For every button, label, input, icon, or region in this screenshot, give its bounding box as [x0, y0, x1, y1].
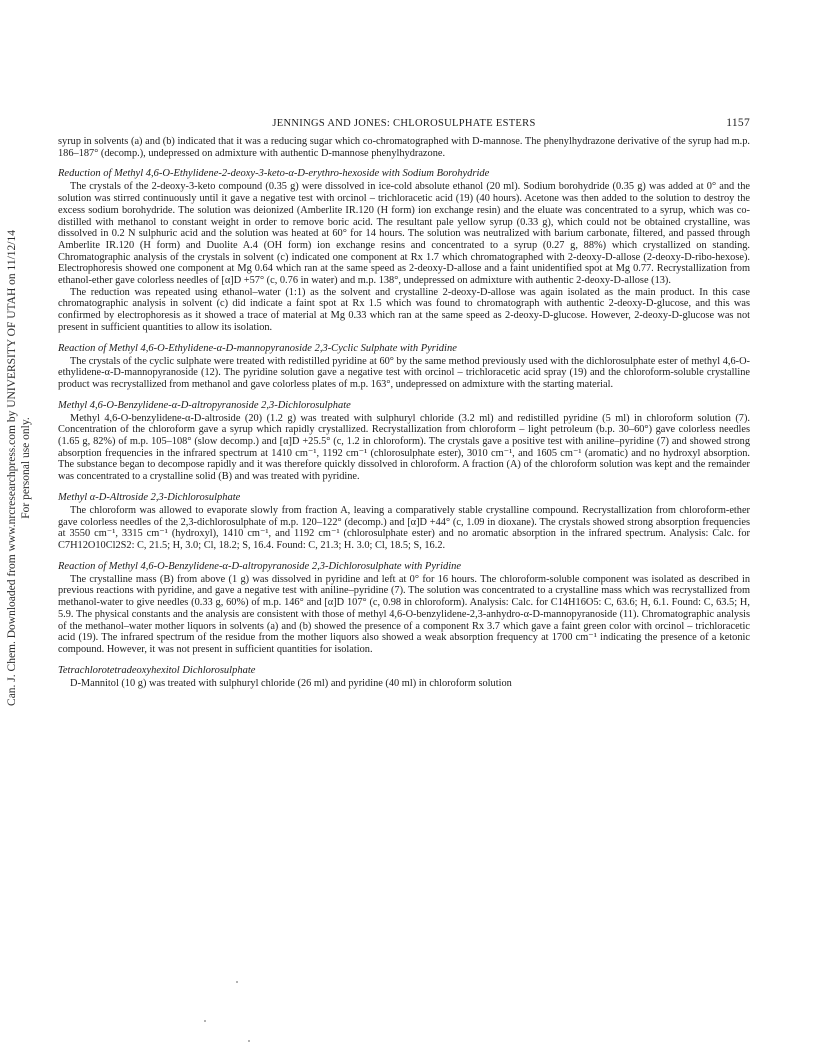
page-header — [58, 118, 750, 134]
body-paragraph: The crystals of the cyclic sulphate were treated with redistilled pyridine at 60° by the same method previously used with the dichlorosulphate ester of methyl 4,6-O-ethylidene-α-D-mannopyranoside (12). The pyridine solution gave a negative test with orcinol – trichloracetic acid spray (19) and the chloroform-soluble crystalline product was recrystallized from methanol and gave colorless plates of m.p. 163°, undepressed on admixture with the starting material. — [58, 355, 750, 390]
download-notice-line: Can. J. Chem. Downloaded from www.nrcresearchpress.com by UNIVERSITY OF UTAH on 11/12/14 — [6, 230, 18, 706]
body-paragraph: D-Mannitol (10 g) was treated with sulphuryl chloride (26 ml) and pyridine (40 ml) in chloroform solution — [70, 677, 512, 689]
scan-speck — [248, 1040, 250, 1042]
section-heading: Tetrachlorotetradeoxyhexitol Dichlorosulphate — [58, 664, 256, 676]
running-head: JENNINGS AND JONES: CHLOROSULPHATE ESTERS — [272, 118, 536, 129]
scan-speck — [236, 981, 238, 983]
section-heading: Reaction of Methyl 4,6-O-Benzylidene-α-D-altropyranoside 2,3-Dichlorosulphate with Pyridine — [58, 560, 462, 572]
article-body — [58, 136, 750, 689]
section-heading: Methyl 4,6-O-Benzylidene-α-D-altropyranoside 2,3-Dichlorosulphate — [58, 399, 351, 411]
page-number: 1157 — [726, 117, 750, 129]
opening-paragraph: syrup in solvents (a) and (b) indicated that it was a reducing sugar which co-chromatographed with D-mannose. The phenylhydrazone derivative of the syrup had m.p. 186–187° (decomp.), undepressed on admixture with authentic D-mannose phenylhydrazone. — [58, 136, 750, 159]
body-paragraph: The crystalline mass (B) from above (1 g) was dissolved in pyridine and left at 0° for 16 hours. The chloroform-soluble component was isolated as described in previous reactions with pyridine, and gave a negative test with aniline–pyridine (7). The solution was concentrated to a crystalline mass which was recrystallized from methanol-water to give needles (0.33 g, 60%) of m.p. 146° and [α]D 107° (c, 0.98 in chloroform). Analysis: Calc. for C14H16O5: C, 63.6; H, 6.1. Found: C, 63.5; H, 5.9. The physical constants and the analysis are consistent with those of methyl 4,6-O-benzylidene-2,3-anhydro-α-D-mannopyranoside (11). Chromatographic analysis of the methanol–water mother liquors in solvents (a) and (b) showed the presence of a component Rx 3.7 which gave a faint green color with orcinol – trichloracetic acid (19). The infrared spectrum of the residue from the mother liquors also showed a weak absorption frequency at 1700 cm⁻¹ indicating the presence of a ketonic compound. However, it was not present in sufficient quantities for isolation. — [58, 573, 750, 655]
section-heading: Methyl α-D-Altroside 2,3-Dichlorosulphate — [58, 491, 241, 503]
download-notice-sidebar — [2, 168, 36, 768]
download-notice — [5, 230, 33, 706]
section-heading: Reaction of Methyl 4,6-O-Ethylidene-α-D-mannopyranoside 2,3-Cyclic Sulphate with Pyridine — [58, 342, 457, 354]
scan-speck — [204, 1020, 206, 1022]
body-paragraph: The reduction was repeated using ethanol–water (1:1) as the solvent and crystalline 2-deoxy-D-allose was again isolated as the main product. In this case chromatographic analysis in solvent (c) did indicate a faint spot at Rx 1.5 which was found to chromatograph with authentic 2-deoxy-D-glucose, and this was confirmed by electrophoresis as it showed a trace of material at Mg 0.33 which ran at the same speed as 2-deoxy-D-glucose. However, 2-deoxy-D-glucose was not present in sufficient quantities to allow its isolation. — [58, 286, 750, 333]
section-heading: Reduction of Methyl 4,6-O-Ethylidene-2-deoxy-3-keto-α-D-erythro-hexoside with Sodium Borohydride — [58, 168, 490, 180]
download-notice-line: For personal use only. — [20, 417, 32, 519]
body-paragraph: Methyl 4,6-O-benzylidene-α-D-altroside (20) (1.2 g) was treated with sulphuryl chloride (3.2 ml) and redistilled pyridine (5 ml) in chloroform solution (7). Concentration of the chloroform gave a syrup which rapidly crystallized. Recrystallization from chloroform – light petroleum (b.p. 30–60°) gave colorless needles (1.65 g, 82%) of m.p. 105–108° (slow decomp.) and [α]D +25.5° (c, 1.2 in chloroform). The crystals gave a positive test with aniline–pyridine (7) and showed strong absorption frequencies in the infrared spectrum at 1410 cm⁻¹, 1192 cm⁻¹ (chlorosulphate ester), 3010 cm⁻¹, and 1605 cm⁻¹ (aromatic) and no hydroxyl absorption. The substance began to decompose rapidly and it was therefore quickly dissolved in chloroform. A fraction (A) of the chloroform solution was kept and the remainder was concentrated to a crystalline solid (B) and was treated with pyridine. — [58, 412, 750, 483]
body-paragraph: The crystals of the 2-deoxy-3-keto compound (0.35 g) were dissolved in ice-cold absolute ethanol (20 ml). Sodium borohydride (0.35 g) was added at 0° and the solution was stirred continuously until it gave a negative test with orcinol – trichloracetic acid (19) (40 hours). Acetone was then added to the solution to destroy the excess sodium borohydride. The solution was deionized (Amberlite IR.120 (H form) ion exchange resin) and the eluate was concentrated to a syrup, which was co-distilled with methanol to constant weight in order to remove boric acid. The resultant pale yellow syrup (0.33 g), which could not be obtained crystalline, was dissolved in 0.2 N sulphuric acid and the solution was heated at 60° for 14 hours. The solution was neutralized with barium carbonate, filtered, and passed through Amberlite IR.120 (H form) and Duolite A.4 (OH form) ion exchange resins and concentrated to a syrup (0.27 g, 88%) which crystallized on standing. Chromatographic analysis of the crystals in solvent (c) indicated one component at Rx 1.7 which chromatographed with 2-deoxy-D-allose (2-deoxy-D-ribo-hexose). Electrophoresis showed one component at Mg 0.64 which ran at the same speed as 2-deoxy-D-allose and a faint unidentified spot at Mg 0.77. Recrystallization from ethanol-ether gave colorless needles of [α]D +57° (c, 0.76 in water) and m.p. 138°, undepressed on admixture with authentic 2-deoxy-D-allose (13). — [58, 181, 750, 287]
body-paragraph: The chloroform was allowed to evaporate slowly from fraction A, leaving a comparatively stable crystalline compound. Recrystallization from chloroform-ether gave colorless needles of the 2,3-dichlorosulphate of m.p. 120–122° (decomp.) and [α]D +44° (c, 1.09 in dioxane). The crystals showed strong absorption frequencies at 3550 cm⁻¹, 3315 cm⁻¹ (hydroxyl), 1410 cm⁻¹, and 1192 cm⁻¹ (chlorosulphate ester) and no aromatic absorption in the infrared spectrum. Analysis: Calc. for C7H12O10Cl2S2: C, 21.5; H, 3.0; Cl, 18.2; S, 16.4. Found: C, 21.3; H. 3.0; Cl, 18.5; S, 16.2. — [58, 504, 750, 551]
